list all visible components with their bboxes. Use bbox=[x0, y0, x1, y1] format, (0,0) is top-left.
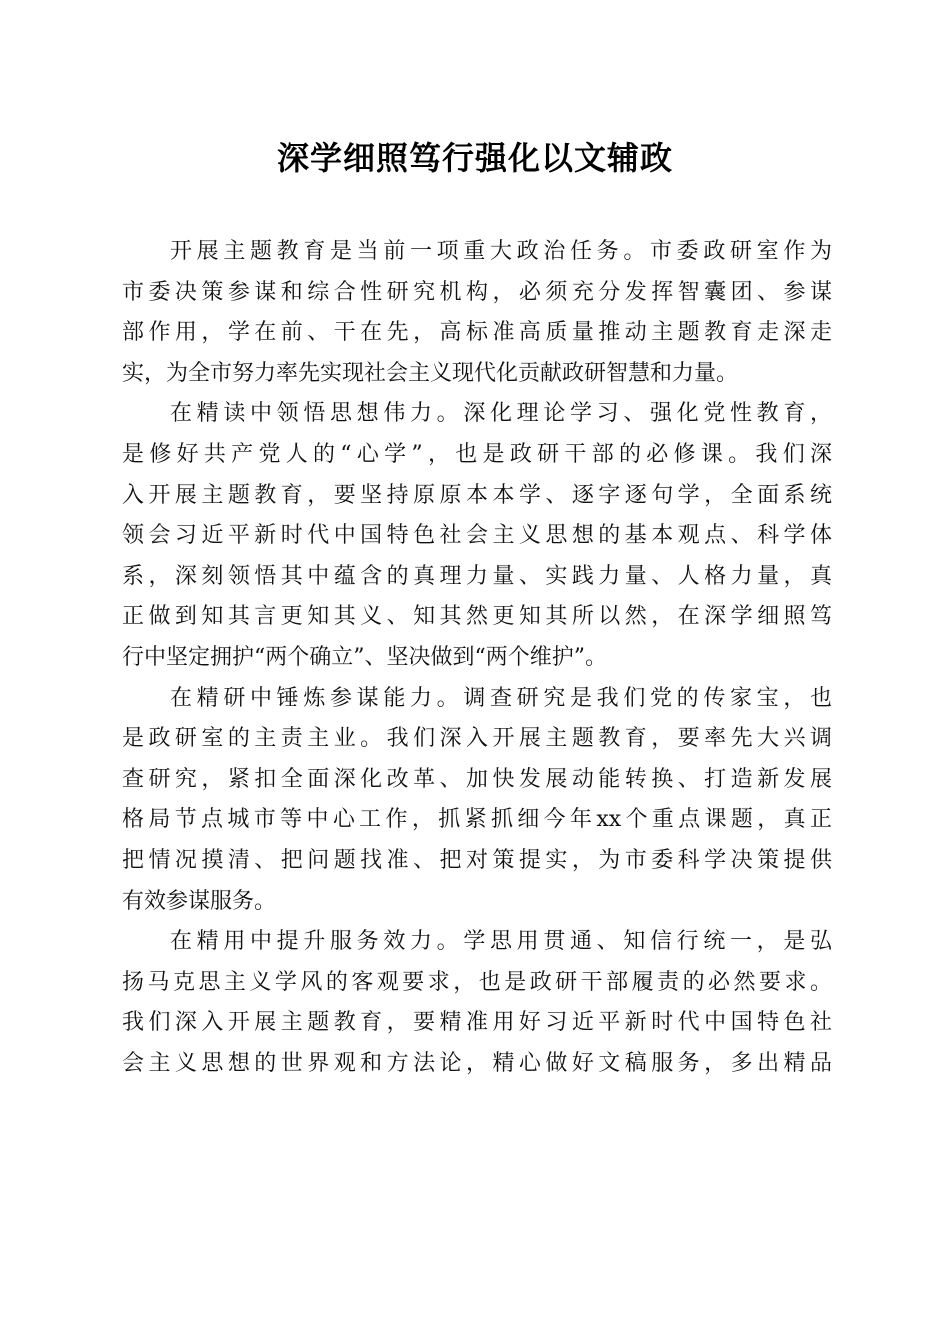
page-title: 深学细照笃行强化以文辅政 bbox=[276, 139, 673, 177]
paragraph-line: 在精读中领悟思想伟力。深化理论学习、强化党性教育， bbox=[170, 401, 832, 427]
paragraph-line: 查研究，紧扣全面深化改革、加快发展动能转换、打造新发展 bbox=[122, 766, 832, 792]
paragraph-line: 有效参谋服务。 bbox=[122, 888, 277, 914]
paragraph-line: 在精研中锤炼参谋能力。调查研究是我们党的传家宝，也 bbox=[170, 685, 832, 711]
paragraph-line: 领会习近平新时代中国特色社会主义思想的基本观点、科学体 bbox=[122, 523, 832, 549]
paragraph-study bbox=[122, 394, 832, 678]
document-body bbox=[122, 232, 832, 1084]
paragraph-line: 入开展主题教育，要坚持原原本本学、逐字逐句学，全面系统 bbox=[122, 482, 832, 508]
paragraph-line: 会主义思想的世界观和方法论，精心做好文稿服务，多出精品 bbox=[122, 1050, 832, 1076]
paragraph-line: 市委决策参谋和综合性研究机构，必须充分发挥智囊团、参谋 bbox=[122, 279, 832, 305]
paragraph-line: 在精用中提升服务效力。学思用贯通、知信行统一，是弘 bbox=[170, 929, 832, 955]
paragraph-line: 正做到知其言更知其义、知其然更知其所以然，在深学细照笃 bbox=[122, 604, 832, 630]
paragraph-line: 扬马克思主义学风的客观要求，也是政研干部履责的必然要求。 bbox=[122, 969, 832, 995]
paragraph-intro bbox=[122, 232, 832, 394]
paragraph-line: 是政研室的主责主业。我们深入开展主题教育，要率先大兴调 bbox=[122, 726, 832, 752]
paragraph-service bbox=[122, 922, 832, 1084]
paragraph-line: 开展主题教育是当前一项重大政治任务。市委政研室作为 bbox=[170, 239, 832, 264]
paragraph-line: 是修好共产党人的“心学”，也是政研干部的必修课。我们深 bbox=[122, 441, 832, 467]
paragraph-line: 实，为全市努力率先实现社会主义现代化贡献政研智慧和力量。 bbox=[122, 360, 739, 386]
paragraph-line: 格局节点城市等中心工作，抓紧抓细今年xx个重点课题，真正 bbox=[122, 807, 832, 833]
paragraph-line: 系，深刻领悟其中蕴含的真理力量、实践力量、人格力量，真 bbox=[122, 563, 832, 589]
paragraph-line: 把情况摸清、把问题找准、把对策提实，为市委科学决策提供 bbox=[122, 847, 832, 873]
paragraph-line: 部作用，学在前、干在先，高标准高质量推动主题教育走深走 bbox=[122, 320, 832, 346]
paragraph-research bbox=[122, 679, 832, 923]
paragraph-line: 行中坚定拥护“两个确立”、坚决做到“两个维护”。 bbox=[122, 644, 607, 670]
paragraph-line: 我们深入开展主题教育，要精准用好习近平新时代中国特色社 bbox=[122, 1010, 832, 1036]
